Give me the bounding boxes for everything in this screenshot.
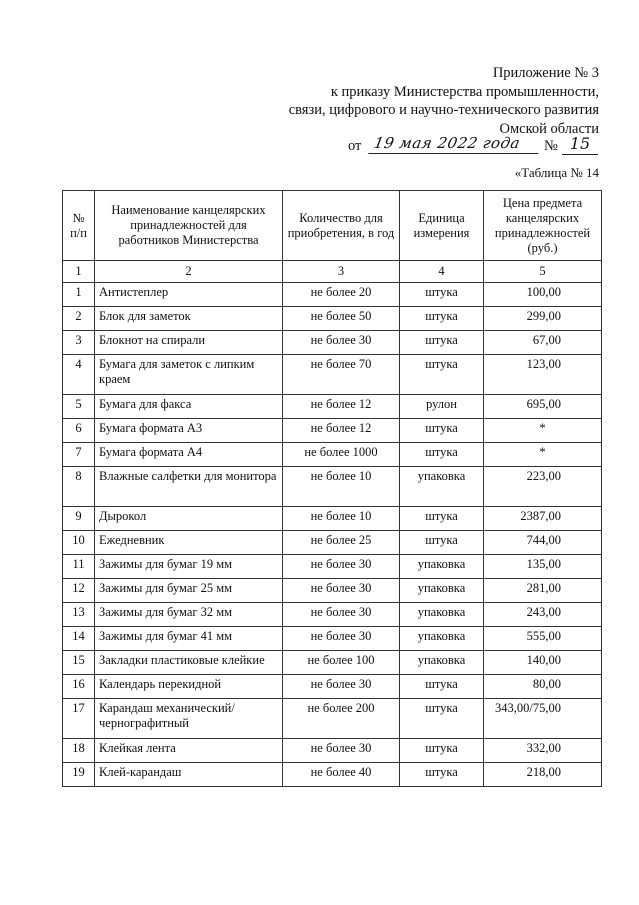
ministry-name: связи, цифрового и научно-технического развития xyxy=(288,102,599,118)
item-unit: упаковка xyxy=(400,467,484,507)
row-number: 8 xyxy=(63,467,95,507)
item-price: 695,00 xyxy=(484,395,602,419)
appendix-title: Приложение № 3 xyxy=(492,65,599,81)
item-quantity: не более 25 xyxy=(283,531,400,555)
item-unit: штука xyxy=(400,763,484,787)
item-quantity: не более 100 xyxy=(283,651,400,675)
table-row xyxy=(63,739,602,763)
col-number: 5 xyxy=(484,261,602,283)
table-row xyxy=(63,419,602,443)
item-name: Клейкая лента xyxy=(95,739,283,763)
item-price: 332,00 xyxy=(484,739,602,763)
item-price: 243,00 xyxy=(484,603,602,627)
item-quantity: не более 10 xyxy=(283,507,400,531)
from-label: от xyxy=(348,138,362,154)
order-reference: к приказу Министерства промышленности, xyxy=(330,83,599,100)
table-row xyxy=(63,763,602,787)
table-row xyxy=(63,627,602,651)
item-name: Клей-карандаш xyxy=(95,763,283,787)
item-unit: штука xyxy=(400,699,484,739)
item-name: Бумага формата А3 xyxy=(95,419,283,443)
item-unit: штука xyxy=(400,675,484,699)
item-name: Зажимы для бумаг 19 мм xyxy=(95,555,283,579)
item-name: Календарь перекидной xyxy=(95,675,283,699)
item-name: Зажимы для бумаг 41 мм xyxy=(95,627,283,651)
item-quantity: не более 30 xyxy=(283,555,400,579)
item-quantity: не более 30 xyxy=(283,675,400,699)
table-row xyxy=(63,531,602,555)
item-quantity: не более 10 xyxy=(283,467,400,507)
item-quantity: не более 30 xyxy=(283,627,400,651)
item-price: 555,00 xyxy=(484,627,602,651)
order-number: 15 xyxy=(562,134,598,155)
item-price: * xyxy=(484,419,602,443)
item-name: Бумага для факса xyxy=(95,395,283,419)
item-unit: упаковка xyxy=(400,579,484,603)
item-name: Зажимы для бумаг 32 мм xyxy=(95,603,283,627)
item-name: Бумага формата А4 xyxy=(95,443,283,467)
row-number: 13 xyxy=(63,603,95,627)
number-label: № xyxy=(544,138,558,154)
item-quantity: не более 30 xyxy=(283,739,400,763)
item-unit: штука xyxy=(400,443,484,467)
item-unit: штука xyxy=(400,331,484,355)
item-name: Блок для заметок xyxy=(95,307,283,331)
item-price: 140,00 xyxy=(484,651,602,675)
item-quantity: не более 50 xyxy=(283,307,400,331)
row-number: 1 xyxy=(63,283,95,307)
table-row xyxy=(63,555,602,579)
row-number: 7 xyxy=(63,443,95,467)
item-unit: штука xyxy=(400,355,484,395)
table-row xyxy=(63,507,602,531)
table-row xyxy=(63,307,602,331)
row-number: 6 xyxy=(63,419,95,443)
item-quantity: не более 20 xyxy=(283,283,400,307)
row-number: 4 xyxy=(63,355,95,395)
item-name: Блокнот на спирали xyxy=(95,331,283,355)
table-label: «Таблица № 14 xyxy=(514,165,599,180)
item-unit: штука xyxy=(400,283,484,307)
row-number: 11 xyxy=(63,555,95,579)
row-number: 9 xyxy=(63,507,95,531)
col-number: 4 xyxy=(400,261,484,283)
row-number: 2 xyxy=(63,307,95,331)
row-number: 17 xyxy=(63,699,95,739)
table-row xyxy=(63,331,602,355)
col-header-qty: Количество для приобретения, в год xyxy=(283,191,400,261)
row-number: 12 xyxy=(63,579,95,603)
item-price: 80,00 xyxy=(484,675,602,699)
table-row xyxy=(63,395,602,419)
item-unit: штука xyxy=(400,307,484,331)
table-row xyxy=(63,699,602,739)
item-unit: рулон xyxy=(400,395,484,419)
column-number-row xyxy=(63,261,602,283)
table-row xyxy=(63,603,602,627)
item-price: 2387,00 xyxy=(484,507,602,531)
table-row xyxy=(63,467,602,507)
item-name: Закладки пластиковые клейкие xyxy=(95,651,283,675)
item-name: Бумага для заметок с липким краем xyxy=(95,355,283,395)
stationery-table xyxy=(62,190,602,787)
row-number: 18 xyxy=(63,739,95,763)
table-row xyxy=(63,651,602,675)
item-quantity: не более 30 xyxy=(283,603,400,627)
item-price: 67,00 xyxy=(484,331,602,355)
item-price: 218,00 xyxy=(484,763,602,787)
item-price: 100,00 xyxy=(484,283,602,307)
item-unit: упаковка xyxy=(400,627,484,651)
document-header xyxy=(219,64,599,138)
col-number: 2 xyxy=(95,261,283,283)
row-number: 3 xyxy=(63,331,95,355)
col-header-price: Цена предмета канцелярских принадлежностей (руб.) xyxy=(484,191,602,261)
row-number: 19 xyxy=(63,763,95,787)
item-price: 343,00/75,00 xyxy=(484,699,602,739)
item-unit: штука xyxy=(400,419,484,443)
item-quantity: не более 40 xyxy=(283,763,400,787)
item-quantity: не более 30 xyxy=(283,579,400,603)
item-price: 135,00 xyxy=(484,555,602,579)
table-row xyxy=(63,675,602,699)
item-name: Зажимы для бумаг 25 мм xyxy=(95,579,283,603)
row-number: 14 xyxy=(63,627,95,651)
item-name: Карандаш механический/чернографитный xyxy=(95,699,283,739)
col-header-unit: Единица измерения xyxy=(400,191,484,261)
table-row xyxy=(63,579,602,603)
item-price: 299,00 xyxy=(484,307,602,331)
col-header-number: № п/п xyxy=(63,191,95,261)
col-header-name: Наименование канцелярских принадлежностей для работников Министерства xyxy=(95,191,283,261)
item-unit: штука xyxy=(400,507,484,531)
row-number: 5 xyxy=(63,395,95,419)
item-price: 123,00 xyxy=(484,355,602,395)
item-unit: упаковка xyxy=(400,603,484,627)
col-number: 1 xyxy=(63,261,95,283)
order-date: 19 мая 2022 года xyxy=(368,134,542,154)
row-number: 10 xyxy=(63,531,95,555)
item-unit: упаковка xyxy=(400,651,484,675)
item-quantity: не более 1000 xyxy=(283,443,400,467)
table-row xyxy=(63,283,602,307)
item-price: 744,00 xyxy=(484,531,602,555)
row-number: 16 xyxy=(63,675,95,699)
item-name: Влажные салфетки для монитора xyxy=(95,467,283,507)
order-date-line xyxy=(304,134,600,156)
item-unit: упаковка xyxy=(400,555,484,579)
item-unit: штука xyxy=(400,531,484,555)
table-row xyxy=(63,355,602,395)
item-price: 223,00 xyxy=(484,467,602,507)
item-price: 281,00 xyxy=(484,579,602,603)
item-price: * xyxy=(484,443,602,467)
table-header-row xyxy=(63,191,602,261)
item-quantity: не более 12 xyxy=(283,395,400,419)
region-name: Омской области xyxy=(499,120,599,137)
table-body xyxy=(63,283,602,787)
item-quantity: не более 12 xyxy=(283,419,400,443)
item-quantity: не более 30 xyxy=(283,331,400,355)
row-number: 15 xyxy=(63,651,95,675)
item-name: Антистеплер xyxy=(95,283,283,307)
item-name: Ежедневник xyxy=(95,531,283,555)
table-row xyxy=(63,443,602,467)
col-number: 3 xyxy=(283,261,400,283)
item-name: Дырокол xyxy=(95,507,283,531)
item-quantity: не более 200 xyxy=(283,699,400,739)
item-unit: штука xyxy=(400,739,484,763)
item-quantity: не более 70 xyxy=(283,355,400,395)
